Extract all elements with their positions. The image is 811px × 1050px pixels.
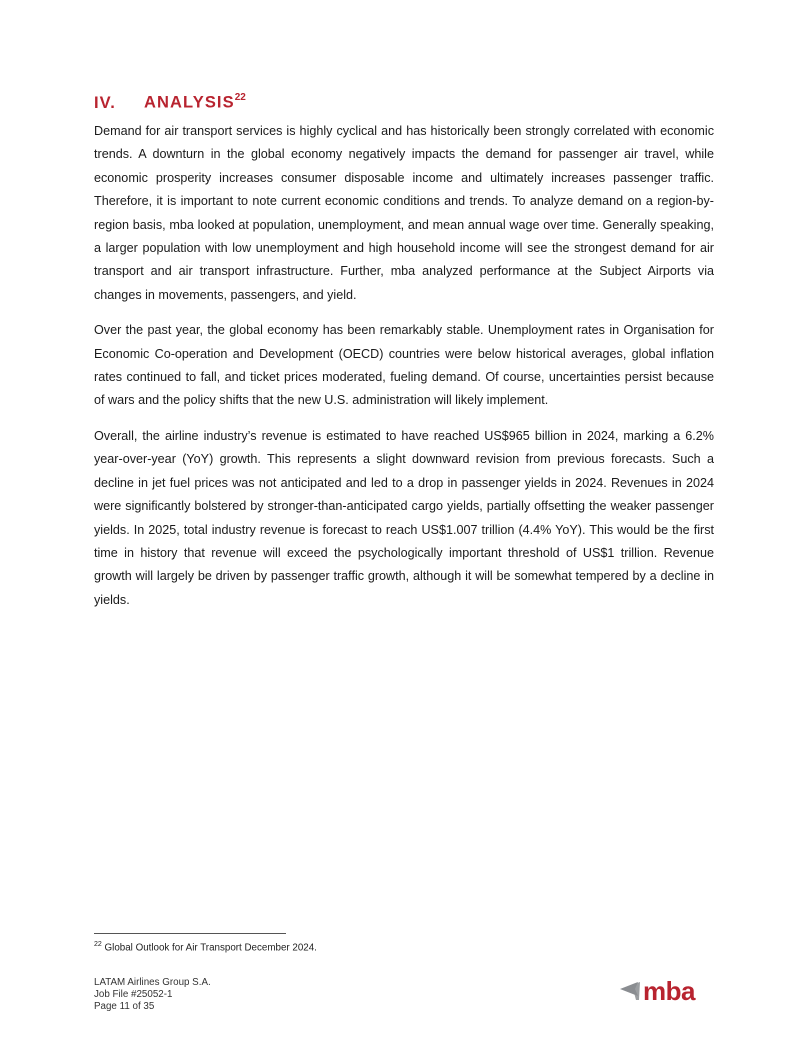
footer-job-file: Job File #25052-1 [94,989,173,1000]
section-title: ANALYSIS [144,93,235,112]
paragraph-revenue: Overall, the airline industry’s revenue is estimated to have reached US$965 billion in 2024, marking a 6.2% year-over-year (YoY) growth. This represents a slight downward revision from previous forecasts. Such a decline in jet fuel prices was not anticipated and led to a drop in passenger yields in 2024. Revenues in 2024 were significantly bolstered by stronger-than-anticipated cargo yields, partially offsetting the weaker passenger yields. In 2025, total industry revenue is forecast to reach US$1.007 trillion (4.4% YoY). This would be the first time in history that revenue will exceed the psychologically important threshold of US$1 trillion. Revenue growth will largely be driven by passenger traffic growth, although it will be somewhat tempered by a decline in yields. [94,428,714,607]
logo-wordmark: mba [643,976,695,1006]
footer-company: LATAM Airlines Group S.A. [94,977,211,988]
page-footer [94,977,211,1013]
mba-logo [618,976,718,1006]
footnote-text: Global Outlook for Air Transport December 2024. [104,942,317,954]
paragraph-economy: Over the past year, the global economy has been remarkably stable. Unemployment rates in Organisation for Economic Co-operation and Development (OECD) countries were below historical averages, global inflation rates continued to fall, and ticket prices moderated, fueling demand. Of course, uncertainties persist because of wars and the policy shifts that the new U.S. administration will likely implement. [94,323,714,408]
footnote-number: 22 [94,941,102,948]
footnote-divider [94,933,286,934]
footer-page-number: Page 11 of 35 [94,1001,155,1012]
section-number: IV. [94,93,116,112]
footnote-reference: 22 [234,92,246,103]
footnote [94,941,317,953]
body-text [94,120,714,624]
paragraph-demand: Demand for air transport services is highly cyclical and has historically been strongly correlated with economic trends. A downturn in the global economy negatively impacts the demand for passenger air travel, while economic prosperity increases consumer disposable income and ultimately increases passenger traffic. Therefore, it is important to note current economic conditions and trends. To analyze demand on a region-by-region basis, mba looked at population, unemployment, and mean annual wage over time. Generally speaking, a larger population with low unemployment and high household income will see the strongest demand for air transport and air transport infrastructure. Further, mba analyzed performance at the Subject Airports via changes in movements, passengers, and yield. [94,124,714,302]
section-heading [94,93,246,113]
